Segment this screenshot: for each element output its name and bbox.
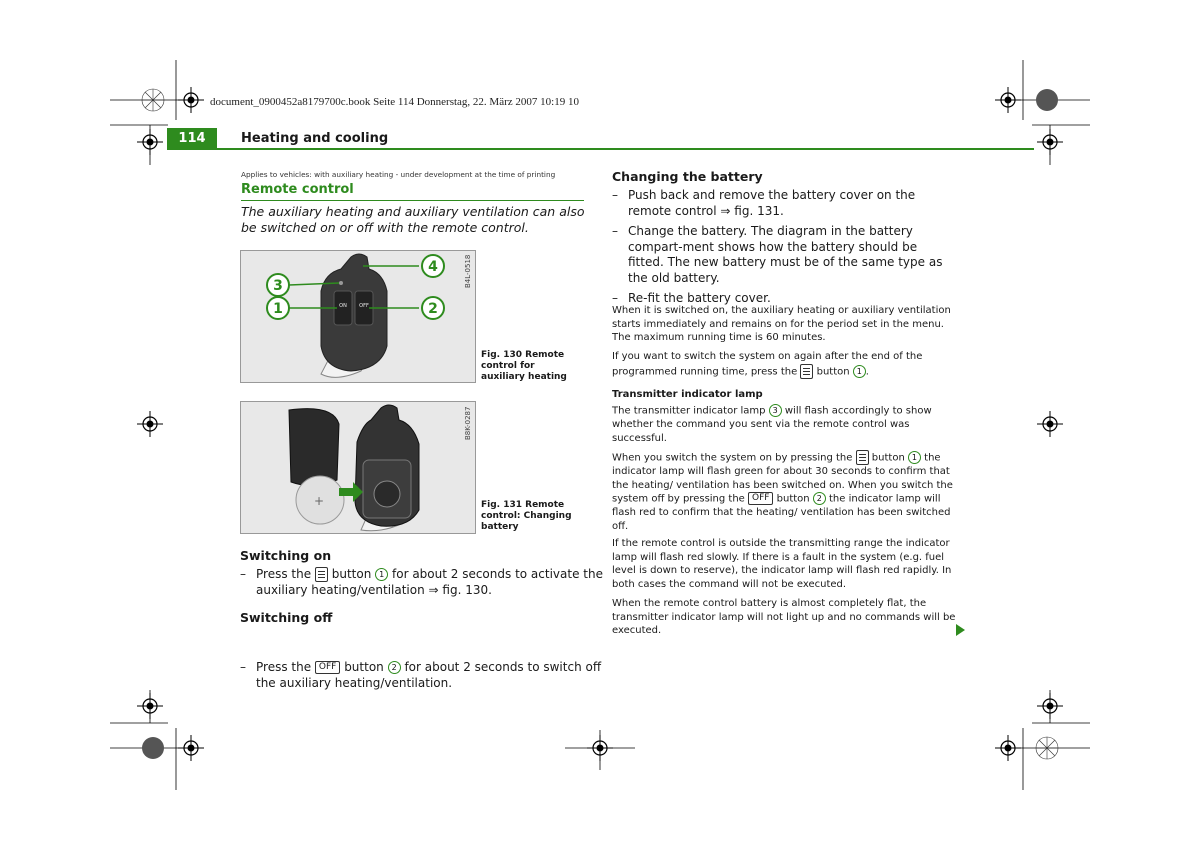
section-title: Heating and cooling (241, 131, 389, 146)
svg-text:1: 1 (273, 301, 283, 317)
callout-3 (267, 274, 289, 296)
figure-130-code: B4L-0518 (464, 254, 472, 288)
svg-text:4: 4 (428, 259, 438, 275)
number-circle: 1 (375, 568, 388, 581)
off-key-label: OFF (359, 303, 369, 309)
battery-step: – Change the battery. The diagram in the battery compart-ment shows how the battery should be fitted. The new battery must be of the same type as the old battery. (612, 224, 943, 285)
callout-2 (422, 297, 444, 319)
next-page-arrow-icon (956, 624, 965, 636)
applies-note: Applies to vehicles: with auxiliary heating - under development at the time of printing (241, 170, 556, 179)
battery-steps (612, 188, 954, 307)
callout-4 (422, 255, 444, 277)
changing-battery-heading: Changing the battery (612, 169, 763, 184)
intro-text: The auxiliary heating and auxiliary ventilation can also be switched on or off with the remote control. (241, 204, 585, 235)
svg-text:+: + (314, 494, 325, 508)
para-range: If the remote control is outside the transmitting range the indicator lamp will flash red slowly. If there is a fault in the system (e.g. fuel level is down to reserve), the indicator lamp will flash red rapidly. In both cases the command will not be executed. (612, 538, 952, 590)
remote-control-title: Remote control (241, 182, 354, 197)
switching-on-step: – Press the button 1 for about 2 seconds to activate the auxiliary heating/ventilation ⇒ fig. 130. (240, 567, 603, 597)
svg-text:2: 2 (428, 301, 438, 317)
remote-control-illustration (241, 251, 475, 382)
svg-text:3: 3 (273, 278, 283, 294)
off-key: OFF (315, 661, 340, 674)
page-number: 114 (167, 128, 217, 150)
file-header: document_0900452a8179700c.book Seite 114 Donnerstag, 22. März 2007 10:19 10 (210, 96, 579, 108)
switching-off-heading: Switching off (240, 610, 333, 625)
figure-131-code: B8K-0287 (464, 406, 472, 440)
battery-step: – Push back and remove the battery cover on the remote control ⇒ fig. 131. (612, 188, 916, 218)
para-switched-on: When it is switched on, the auxiliary heating or auxiliary ventilation starts immediately and remains on for the period set in the menu. The maximum running time is 60 minutes. (612, 305, 951, 343)
on-button-icon (800, 364, 813, 379)
switching-on-heading: Switching on (240, 548, 332, 563)
para-lamp: The transmitter indicator lamp 3 will flash accordingly to show whether the command you sent via the remote control was successful. (612, 405, 932, 444)
callout-1 (267, 297, 289, 319)
on-button-icon (856, 450, 869, 465)
lamp-heading: Transmitter indicator lamp (612, 389, 763, 400)
figure-131 (240, 401, 476, 534)
para-flash: When you switch the system on by pressing the button 1 the indicator lamp will flash green for about 30 seconds to confirm that the heating/ ventilation has been switched on. When you switch the system off by pressing the OFF button 2 the indicator lamp will flash red to confirm that the heating/ ventilation has been switched off. (612, 450, 958, 533)
figure-130-caption: Fig. 130 Remote control for auxiliary heating (481, 350, 567, 382)
number-circle: 2 (813, 492, 826, 505)
switching-off-step: – Press the OFF button 2 for about 2 seconds to switch off the auxiliary heating/ventilation. (240, 660, 602, 690)
number-circle: 1 (908, 451, 921, 464)
number-circle: 1 (853, 365, 866, 378)
title-rule (241, 200, 584, 201)
number-circle: 2 (388, 661, 401, 674)
on-button-icon (315, 567, 328, 582)
figure-131-caption: Fig. 131 Remote control: Changing battery (481, 500, 572, 532)
battery-change-illustration (241, 402, 475, 533)
para-restart: If you want to switch the system on again after the end of the programmed running time, press the button 1 . (612, 351, 923, 377)
header-rule (217, 148, 1034, 150)
on-key-label: ON (339, 303, 347, 309)
off-key: OFF (748, 492, 773, 505)
battery-step: – Re-fit the battery cover. (612, 291, 771, 305)
figure-130 (240, 250, 476, 383)
para-flat: When the remote control battery is almost completely flat, the transmitter indicator lamp will not light up and no commands will be executed. (612, 598, 956, 636)
number-circle: 3 (769, 404, 782, 417)
